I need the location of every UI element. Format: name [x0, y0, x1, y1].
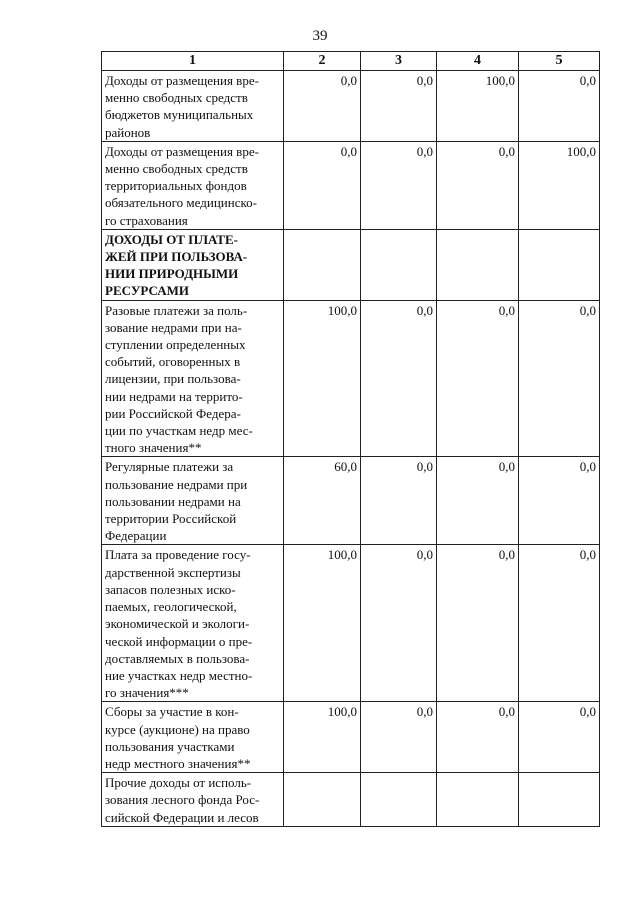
value-cell: 0,0	[437, 457, 519, 545]
table-row	[102, 702, 600, 773]
value-cell: 0,0	[437, 545, 519, 702]
row-label-line: нии недрами на террито-	[105, 388, 243, 404]
row-label-line: пользования участками	[105, 738, 235, 754]
row-label-line: Доходы от размещения вре-	[105, 143, 259, 159]
row-label	[102, 229, 284, 300]
row-label-line: ЖЕЙ ПРИ ПОЛЬЗОВА-	[105, 249, 248, 265]
table-header-row	[102, 52, 600, 71]
row-label-line: зования лесного фонда Рос-	[105, 792, 260, 808]
row-label	[102, 457, 284, 545]
row-label-line: зование недрами при на-	[105, 319, 242, 335]
value-cell	[437, 773, 519, 827]
value-cell: 0,0	[519, 545, 600, 702]
row-label	[102, 300, 284, 457]
table-row	[102, 545, 600, 702]
row-label-line: ДОХОДЫ ОТ ПЛАТЕ-	[105, 231, 238, 247]
table-row	[102, 71, 600, 142]
value-cell: 0,0	[361, 457, 437, 545]
row-label	[102, 702, 284, 773]
row-label-line: Сборы за участие в кон-	[105, 704, 239, 720]
row-label-line: событий, оговоренных в	[105, 354, 241, 370]
value-cell	[519, 229, 600, 300]
row-label-line: запасов полезных иско-	[105, 581, 236, 597]
value-cell: 0,0	[519, 71, 600, 142]
row-label-line: дарственной экспертизы	[105, 564, 241, 580]
row-label-line: ции по участкам недр мес-	[105, 423, 253, 439]
row-label-line: го страхования	[105, 212, 188, 228]
row-label-line: Доходы от размещения вре-	[105, 73, 259, 88]
row-label-line: менно свободных средств	[105, 161, 248, 177]
row-label	[102, 545, 284, 702]
row-label-line: сийской Федерации и лесов	[105, 809, 259, 825]
row-label-line: ние участках недр местно-	[105, 667, 253, 683]
row-label-line: доставляемых в пользова-	[105, 650, 250, 666]
table-row	[102, 229, 600, 300]
value-cell: 0,0	[437, 141, 519, 229]
column-header: 4	[437, 52, 519, 71]
column-header: 2	[284, 52, 361, 71]
value-cell: 100,0	[284, 702, 361, 773]
value-cell: 0,0	[519, 702, 600, 773]
column-header: 5	[519, 52, 600, 71]
row-label-line: территориальных фондов	[105, 178, 247, 194]
row-label	[102, 141, 284, 229]
value-cell: 100,0	[284, 300, 361, 457]
row-label-line: Разовые платежи за поль-	[105, 302, 248, 318]
table-row	[102, 300, 600, 457]
value-cell	[361, 773, 437, 827]
value-cell	[284, 229, 361, 300]
row-label-line: паемых, геологической,	[105, 599, 237, 615]
value-cell: 0,0	[519, 300, 600, 457]
row-label-line: пользование недрами при	[105, 476, 248, 492]
row-label	[102, 773, 284, 827]
row-label-line: го значения***	[105, 685, 189, 701]
row-label-line: менно свободных средств	[105, 90, 248, 106]
value-cell: 0,0	[361, 545, 437, 702]
row-label-line: пользовании недрами на	[105, 493, 241, 509]
row-label-line: районов	[105, 124, 151, 140]
value-cell: 0,0	[361, 141, 437, 229]
value-cell: 60,0	[284, 457, 361, 545]
value-cell: 100,0	[519, 141, 600, 229]
value-cell: 100,0	[284, 545, 361, 702]
value-cell: 0,0	[437, 702, 519, 773]
row-label-line: НИИ ПРИРОДНЫМИ	[105, 266, 239, 282]
table-row	[102, 773, 600, 827]
row-label-line: Плата за проведение госу-	[105, 547, 251, 563]
column-header: 1	[102, 52, 284, 71]
value-cell	[519, 773, 600, 827]
row-label-line: тного значения**	[105, 440, 202, 456]
value-cell	[437, 229, 519, 300]
revenue-table	[101, 51, 600, 827]
page-number: 39	[312, 28, 328, 44]
row-label-line: ступлении определенных	[105, 337, 246, 353]
row-label-line: РЕСУРСАМИ	[105, 283, 189, 299]
value-cell	[284, 773, 361, 827]
row-label-line: курсе (аукционе) на право	[105, 721, 250, 737]
row-label-line: рии Российской Федера-	[105, 405, 241, 421]
row-label-line: Прочие доходы от исполь-	[105, 775, 252, 791]
row-label	[102, 71, 284, 142]
table-row	[102, 457, 600, 545]
value-cell: 0,0	[437, 300, 519, 457]
column-header: 3	[361, 52, 437, 71]
row-label-line: Регулярные платежи за	[105, 459, 234, 475]
value-cell	[361, 229, 437, 300]
row-label-line: лицензии, при пользова-	[105, 371, 241, 387]
table-body	[102, 71, 600, 827]
row-label-line: экономической и экологи-	[105, 616, 250, 632]
row-label-line: Федерации	[105, 528, 167, 544]
value-cell: 0,0	[284, 141, 361, 229]
value-cell: 0,0	[284, 71, 361, 142]
value-cell: 0,0	[361, 71, 437, 142]
row-label-line: ческой информации о пре-	[105, 633, 253, 649]
value-cell: 0,0	[361, 702, 437, 773]
row-label-line: территории Российской	[105, 511, 237, 527]
row-label-line: бюджетов муниципальных	[105, 107, 254, 123]
table-row	[102, 141, 600, 229]
value-cell: 0,0	[361, 300, 437, 457]
value-cell: 100,0	[437, 71, 519, 142]
row-label-line: недр местного значения**	[105, 755, 251, 771]
row-label-line: обязательного медицинско-	[105, 195, 257, 211]
value-cell: 0,0	[519, 457, 600, 545]
